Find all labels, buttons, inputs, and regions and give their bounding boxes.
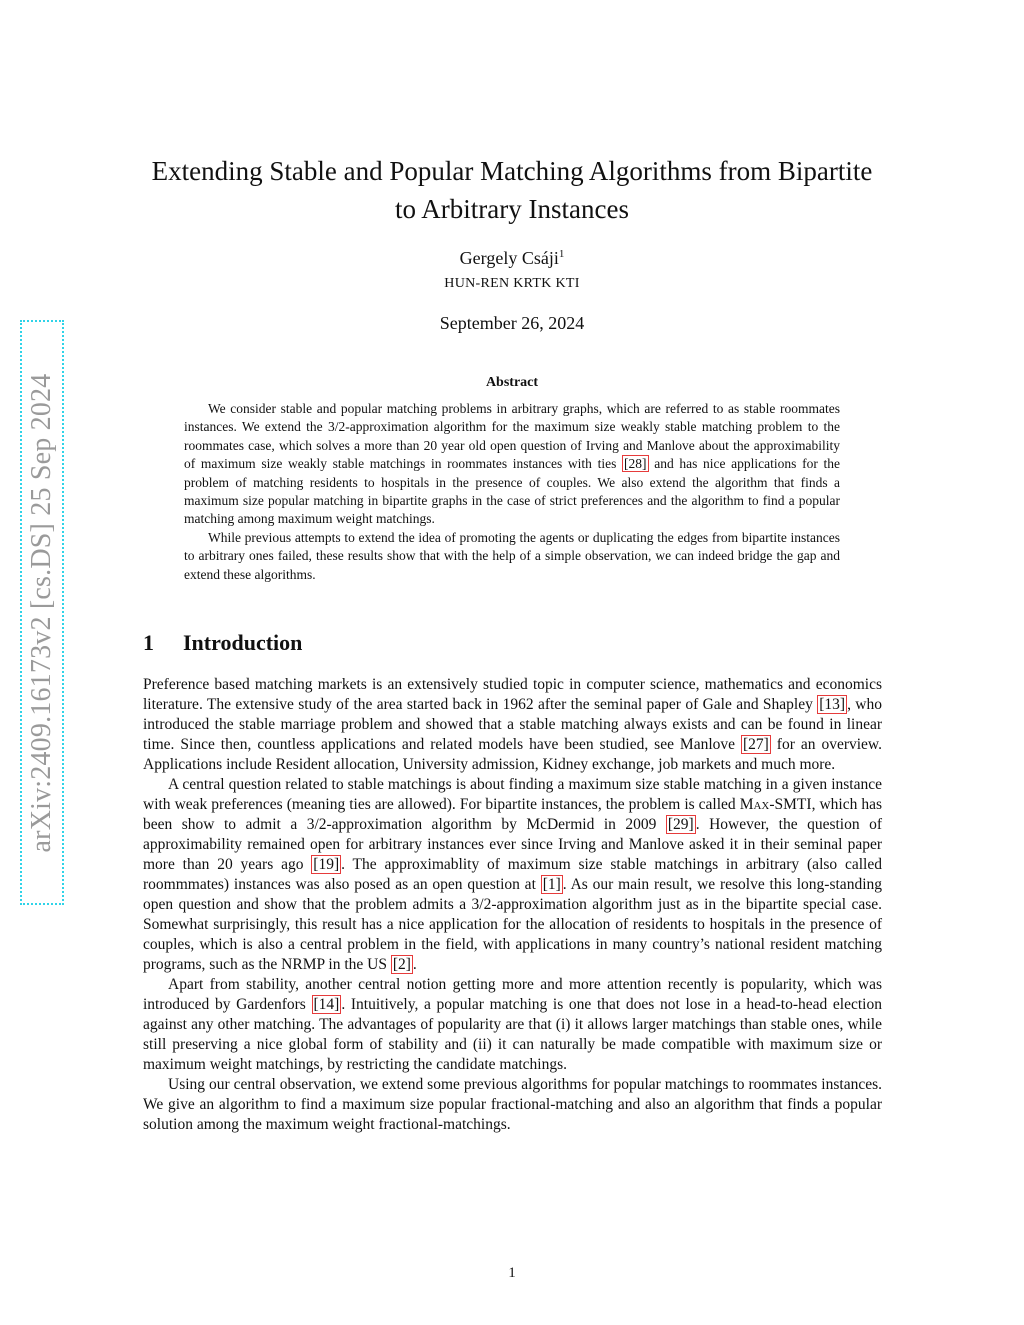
body-text: , who introduced the stable marriage problem and showed that a stable matching always exists and can be found in linear time. Since then, countless applications and related models have been studied, see Manlove bbox=[143, 696, 882, 753]
citation-link[interactable]: [28] bbox=[624, 456, 647, 472]
citation-link[interactable]: [29] bbox=[667, 816, 694, 833]
body-text: Apart from stability, another central notion getting more and more attention recently is popularity, which was introduced by Gardenfors bbox=[143, 976, 882, 1013]
section-heading bbox=[143, 630, 302, 656]
author-line bbox=[0, 248, 1024, 269]
body-text: . However, the question of approximability remained open for arbitrary instances ever since Irving and Manlove asked it in their seminal paper more than 20 years ago bbox=[143, 816, 882, 873]
citation-link[interactable]: [27] bbox=[743, 736, 769, 753]
body-paragraph bbox=[143, 975, 882, 1075]
body-paragraph: Using our central observation, we extend some previous algorithms for popular matchings to roommates instances. We give an algorithm to find a maximum size popular fractional-matching and also an algorithm that finds a popular solution among the maximum weight fractional-matchings. bbox=[143, 1076, 882, 1133]
citation-link[interactable]: [19] bbox=[313, 856, 340, 873]
abstract-paragraph: While previous attempts to extend the idea of promoting the agents or duplicating the edges from bipartite instances to arbitrary ones failed, these results show that with the help of a simple observation, we can indeed bridge the gap and extend these algorithms. bbox=[184, 529, 840, 582]
page-number: 1 bbox=[508, 1265, 516, 1281]
introduction-body bbox=[143, 675, 882, 1135]
body-paragraph bbox=[143, 675, 882, 775]
abstract-text: and has nice applications for the problem of matching residents to hospitals in the presence of couples. We also extend the algorithm that finds a maximum size popular matching in bipartite graphs in the case of strict preferences and the algorithm to find a popular matching among maximum weight matchings. bbox=[184, 456, 840, 527]
citation-link[interactable]: [1] bbox=[542, 876, 561, 893]
abstract-body bbox=[184, 400, 840, 584]
citation-link[interactable]: [13] bbox=[819, 696, 846, 713]
body-text: . Intuitively, a popular matching is one that does not lose in a head-to-head election against any other matching. The advantages of popularity are that (i) it allows larger matchings than stable ones, while still preserving a nice global form of stability and (ii) it can naturally be made compatible with maximum size or maximum weight matchings, by restricting the candidate matchings. bbox=[143, 996, 882, 1073]
author-affiliation: HUN-REN KRTK KTI bbox=[444, 276, 580, 291]
author-name: Gergely Csáji bbox=[459, 248, 559, 268]
body-text: Preference based matching markets is an extensively studied topic in computer science, mathematics and economics literature. The extensive study of the area started back in 1962 after the seminal paper of Gale and Shapley bbox=[143, 676, 882, 713]
body-text: for an overview. Applications include Resident allocation, University admission, Kidney exchange, job markets and much more. bbox=[143, 736, 882, 773]
section-number: 1 bbox=[143, 630, 154, 655]
abstract-heading: Abstract bbox=[485, 375, 539, 390]
arxiv-identifier-text: arXiv:2409.16173v2 [cs.DS] 25 Sep 2024 bbox=[26, 373, 57, 852]
paper-date: September 26, 2024 bbox=[439, 313, 585, 333]
citation-link[interactable]: [14] bbox=[313, 996, 340, 1013]
body-text: , which has been show to admit a 3/2-approximation algorithm by McDermid in 2009 bbox=[143, 796, 882, 833]
citation-link[interactable]: [2] bbox=[392, 956, 411, 973]
body-text: . bbox=[412, 956, 417, 973]
arxiv-identifier-stamp[interactable] bbox=[20, 320, 64, 905]
body-text: . The approximablity of maximum size stable matchings in arbitrary (also called roommmates) instances was also posed as an open question at bbox=[143, 856, 882, 893]
affiliation-mark: 1 bbox=[558, 248, 565, 260]
problem-name: Max-SMTI bbox=[739, 796, 812, 813]
section-title-text: Introduction bbox=[183, 630, 303, 655]
abstract-paragraph bbox=[184, 400, 840, 529]
body-text: A central question related to stable matchings is about finding a maximum size stable matching in a given instance with weak preferences (meaning ties are allowed). For bipartite instances, the problem is called bbox=[143, 776, 882, 813]
body-text: . As our main result, we resolve this long-standing open question and show that the problem admits a 3/2-approximation algorithm just as in the bipartite special case. Somewhat surprisingly, this result has a nice application for the allocation of residents to hospitals in the presence of couples, which is also a central problem in the field, with applications in many country’s national resident matching programs, such as the NRMP in the US bbox=[143, 876, 882, 973]
body-paragraph bbox=[143, 775, 882, 975]
paper-title: Extending Stable and Popular Matching Algorithms from Bipartite to Arbitrary Instances bbox=[151, 156, 873, 224]
abstract-text: We consider stable and popular matching problems in arbitrary graphs, which are referred to as stable roommates instances. We extend the 3/2-approximation algorithm for the maximum size weakly stable matching problem to the roommates case, which solves a more than 20 year old open question of Irving and Manlove about the approximability of maximum size weakly stable matchings in roommates instances with ties bbox=[184, 401, 840, 472]
